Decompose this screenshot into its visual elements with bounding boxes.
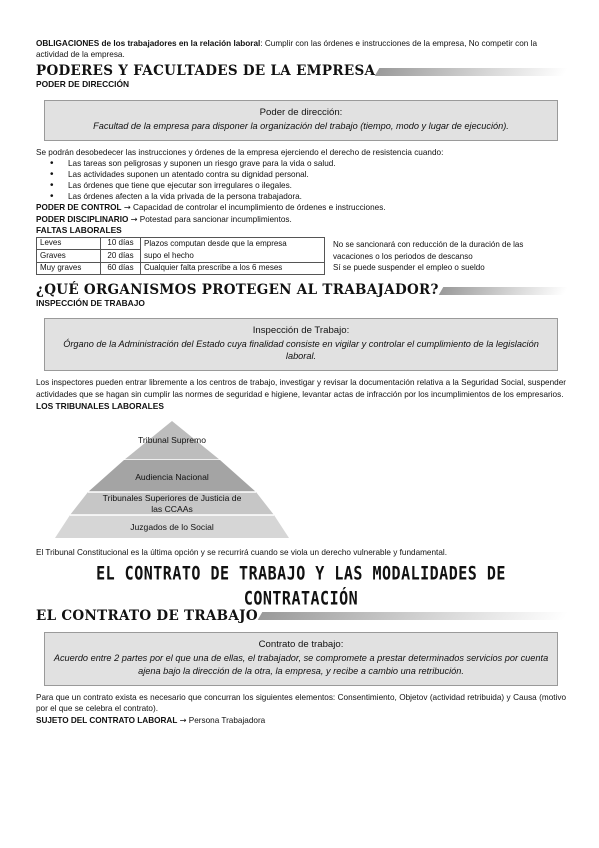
- poder-control-label: PODER DE CONTROL: [36, 203, 122, 213]
- section-heading-organismos-text: ¿QUÉ ORGANISMOS PROTEGEN AL TRABAJADOR?: [36, 282, 439, 299]
- definition-box-inspeccion: [44, 318, 558, 372]
- definition-box-title: Inspección de Trabajo:: [252, 324, 350, 336]
- poder-control-line: [36, 202, 566, 213]
- definition-box-body: Facultad de la empresa para disponer la organización del trabajo (tiempo, modo y lugar de ejecución).: [93, 121, 509, 132]
- definition-box-body: Acuerdo entre 2 partes por el que una de ellas, el trabajador, se compromete a prestar determinados servicios por cuenta ajena bajo la dirección de la otra, la empresa, y recibe a cambio una retribución.: [53, 652, 549, 676]
- table-cell-tipo: Leves: [37, 237, 101, 250]
- chapter-title: EL CONTRATO DE TRABAJO Y LAS MODALIDADES DE CONTRATACIÓN: [96, 562, 506, 611]
- definition-box-poder-direccion: [44, 100, 558, 141]
- elementos-paragraph: Para que un contrato exista es necesario que concurran los siguientes elementos: Consentimiento, Objetov (actividad retribuida) y Causa (motivo por el que se celebra el contrato).: [36, 692, 566, 714]
- sujeto-text: Persona Trabajadora: [188, 716, 266, 726]
- faltas-section: [36, 237, 566, 276]
- pyramid-label-audiencia: Audiencia Nacional: [135, 472, 209, 483]
- definition-box-title: Poder de dirección:: [259, 107, 343, 119]
- document-page: [36, 38, 566, 726]
- table-cell-nota: supo el hecho: [141, 250, 325, 263]
- section-heading-poderes-text: PODERES Y FACULTADES DE LA EMPRESA: [36, 63, 376, 80]
- heading-decoration-bar: [258, 612, 569, 620]
- inspectores-paragraph: Los inspectores pueden entrar libremente a los centros de trabajo, investigar y revisar la documentación relativa a la Seguridad Social, suspender actividades que se hagan sin cumplir las normes de seguridad e higiene, levantar actas de infracción por los incumplimientos de los empresarios.: [36, 378, 566, 400]
- subheading-inspeccion: INSPECCIÓN DE TRABAJO: [36, 298, 145, 309]
- subheading-tribunales: LOS TRIBUNALES LABORALES: [36, 401, 164, 412]
- arrow-icon: →: [123, 202, 131, 213]
- definition-box-body: Órgano de la Administración del Estado cuya finalidad consiste en vigilar y controlar el cumplimiento de la legislación laboral.: [63, 338, 539, 362]
- pyramid-label-tsj: Tribunales Superiores de Justicia de las CCAAs: [102, 493, 242, 514]
- definition-box-contrato: [44, 632, 558, 686]
- poder-disciplinario-text: Potestad para sancionar incumplimientos.: [139, 214, 292, 224]
- arrow-icon: →: [130, 213, 138, 224]
- section-heading-organismos: [36, 283, 566, 298]
- table-cell-nota: Plazos computan desde que la empresa: [141, 237, 325, 250]
- faltas-note-vacaciones: No se sancionará con reducción de la duración de las vacaciones o los periodos de descanso: [333, 239, 524, 261]
- arrow-icon: →: [179, 715, 187, 726]
- definition-box-title: Contrato de trabajo:: [258, 638, 344, 650]
- constitucional-note: El Tribunal Constitucional es la última opción y se recurrirá cuando se viola un derecho vulnerable y fundamental.: [36, 548, 447, 558]
- faltas-side-notes: [333, 239, 565, 274]
- poder-disciplinario-label: PODER DISCIPLINARIO: [36, 214, 129, 224]
- sujeto-label: SUJETO DEL CONTRATO LABORAL: [36, 716, 178, 726]
- pyramid-label-supremo: Tribunal Supremo: [138, 435, 206, 446]
- list-item: • Las órdenes afecten a la vida privada de la persona trabajadora.: [50, 191, 566, 202]
- obligaciones-text: : Cumplir con las órdenes e instrucciones de la empresa, No competir con la actividad de la empresa.: [36, 39, 537, 60]
- pyramid-label-juzgados: Juzgados de lo Social: [130, 521, 214, 532]
- table-cell-tipo: Muy graves: [37, 262, 101, 275]
- table-cell-tipo: Graves: [37, 250, 101, 263]
- table-cell-dias: 20 días: [101, 250, 141, 263]
- table-cell-dias: 10 días: [101, 237, 141, 250]
- subheading-poder-direccion: PODER DE DIRECCIÓN: [36, 78, 130, 89]
- sujeto-line: [36, 715, 566, 726]
- table-row: [37, 237, 325, 250]
- subheading-faltas: FALTAS LABORALES: [36, 224, 122, 235]
- poder-disciplinario-line: [36, 214, 566, 225]
- faltas-table: [36, 237, 325, 276]
- table-row: [37, 250, 325, 263]
- list-item: • Las actividades suponen un atentado contra su dignidad personal.: [50, 169, 566, 180]
- faltas-note-suspension: Sí se puede suspender el empleo o sueldo: [333, 263, 485, 273]
- section-heading-contrato-text: EL CONTRATO DE TRABAJO: [36, 607, 258, 624]
- list-item: • Las tareas son peligrosas y suponen un riesgo grave para la vida o salud.: [50, 158, 566, 169]
- table-cell-nota: Cualquier falta prescribe a los 6 meses: [141, 262, 325, 275]
- heading-decoration-bar: [438, 287, 568, 295]
- obligaciones-label: OBLIGACIONES de los trabajadores en la relación laboral: [36, 39, 261, 48]
- resistencia-intro: Se podrán desobedecer las instrucciones y órdenes de la empresa ejerciendo el derecho de resistencia cuando:: [36, 148, 444, 158]
- resistencia-list: [50, 158, 566, 202]
- list-item: • Las órdenes que tiene que ejecutar son irregulares o ilegales.: [50, 180, 566, 191]
- section-heading-poderes: [36, 64, 566, 79]
- obligaciones-paragraph: [36, 38, 566, 60]
- heading-decoration-bar: [375, 68, 568, 76]
- table-row: [37, 262, 325, 275]
- tribunales-pyramid: [40, 418, 304, 541]
- table-cell-dias: 60 días: [101, 262, 141, 275]
- poder-control-text: Capacidad de controlar el incumplimiento de órdenes e instrucciones.: [132, 203, 386, 213]
